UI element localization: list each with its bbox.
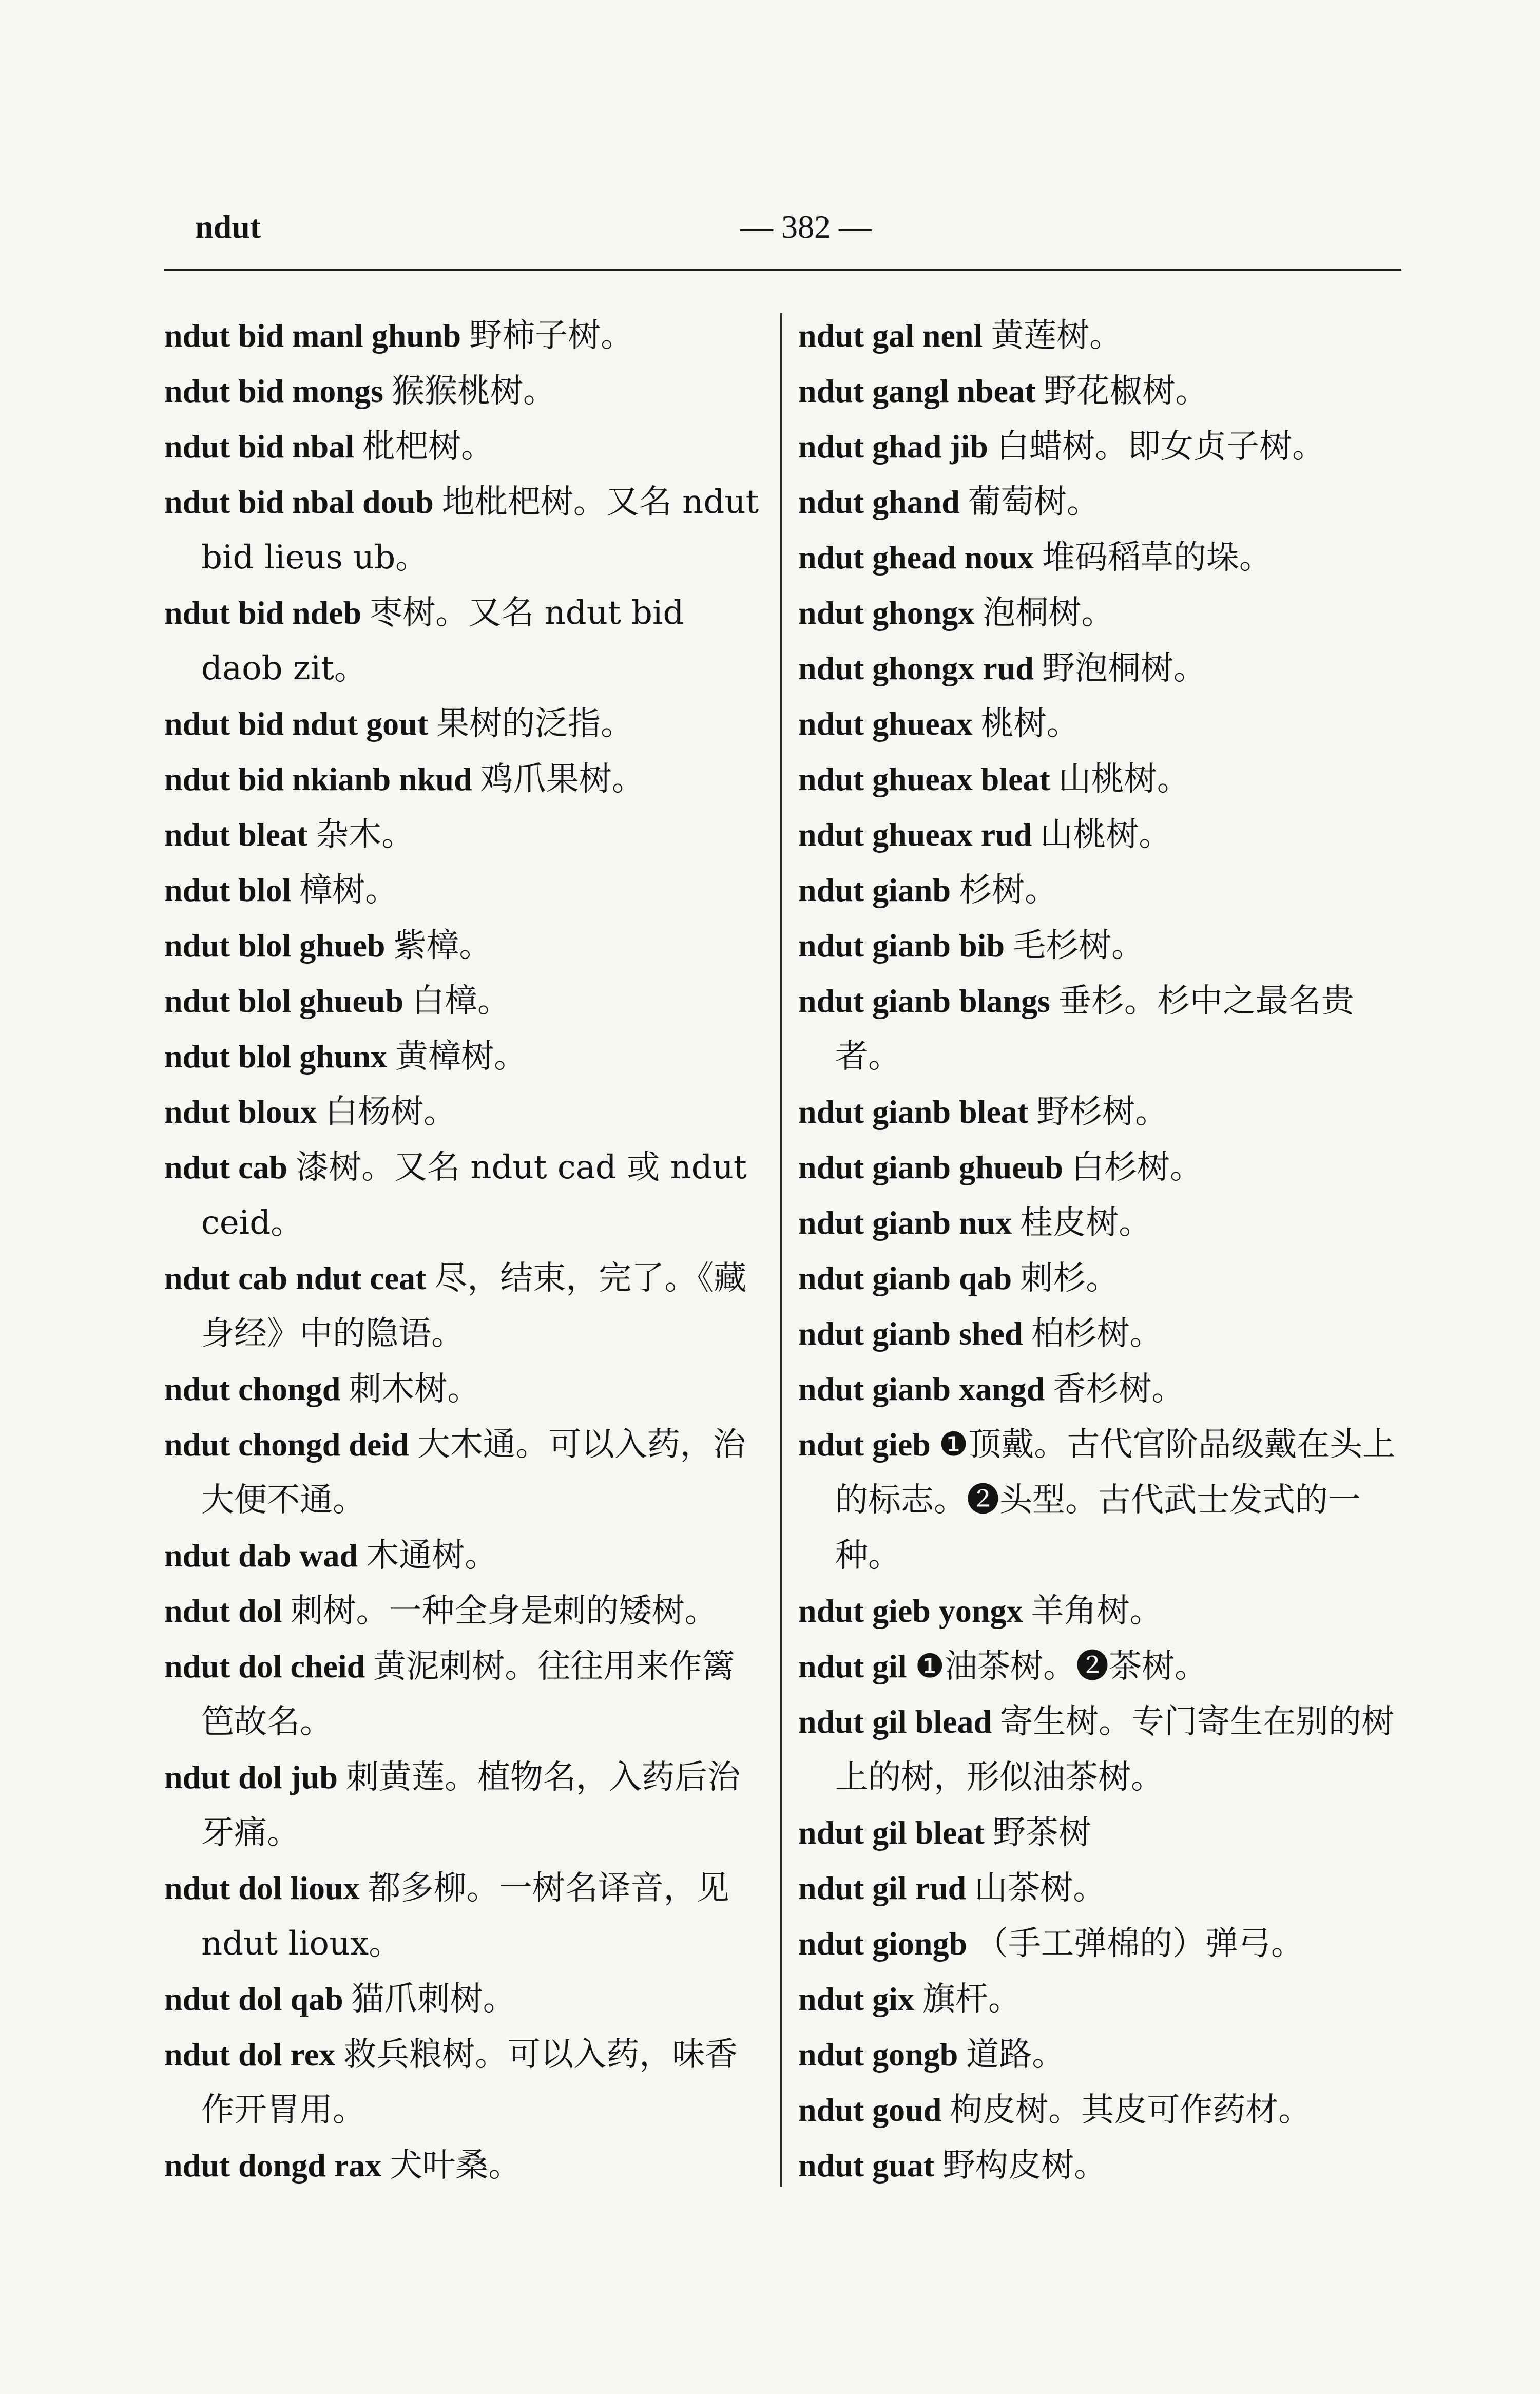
- entry-headword: ndut bloux: [164, 1094, 317, 1130]
- entry-headword: ndut dol: [164, 1593, 282, 1629]
- dictionary-entry: [164, 2027, 765, 2138]
- header-rule: [164, 269, 1401, 271]
- entry-headword: ndut ghueax rud: [798, 816, 1032, 853]
- entry-definition: 樟树。: [299, 871, 398, 909]
- entry-definition: 野茶树: [992, 1814, 1091, 1852]
- entry-definition: 柏杉树。: [1031, 1315, 1163, 1353]
- dictionary-entry: [798, 530, 1401, 585]
- entry-headword: ndut gieb yongx: [798, 1593, 1023, 1629]
- entry-headword: ndut dol rex: [164, 2036, 336, 2073]
- entry-definition: 鸡爪果树。: [480, 760, 645, 798]
- left-column: [164, 308, 765, 2193]
- page-header: [164, 208, 1401, 264]
- entry-definition: 野泡桐树。: [1042, 649, 1206, 687]
- entry-definition: 紫樟。: [393, 927, 492, 965]
- entry-headword: ndut ghueax: [798, 705, 973, 742]
- entry-headword: ndut goud: [798, 2092, 942, 2128]
- entry-headword: ndut blol ghueub: [164, 983, 404, 1019]
- dictionary-entry: [798, 2082, 1401, 2138]
- dictionary-entry: [798, 1861, 1401, 1916]
- entry-definition: 刺杉。: [1020, 1259, 1119, 1297]
- entry-definition: 枣树。又名 ndut bid daob zit。: [201, 594, 684, 687]
- dictionary-entry: [798, 1306, 1401, 1362]
- dictionary-entry: [798, 863, 1401, 918]
- dictionary-entry: [798, 2138, 1401, 2193]
- entry-definition: 杂木。: [316, 816, 415, 854]
- entry-headword: ndut guat: [798, 2147, 934, 2184]
- dictionary-entry: [798, 1694, 1401, 1805]
- entry-headword: ndut gianb bib: [798, 927, 1005, 964]
- entry-definition: 山桃树。: [1058, 760, 1190, 798]
- entry-headword: ndut ghongx: [798, 595, 975, 631]
- dictionary-entry: [164, 1639, 765, 1750]
- entry-headword: ndut bleat: [164, 816, 308, 853]
- dictionary-entry: [164, 1140, 765, 1251]
- dictionary-entry: [164, 1861, 765, 1971]
- entry-definition: 木通树。: [366, 1537, 498, 1575]
- dictionary-entry: [798, 1195, 1401, 1251]
- entry-definition: 桂皮树。: [1020, 1204, 1152, 1242]
- entry-definition: 旗杆。: [922, 1980, 1021, 2018]
- entry-definition: 杉树。: [959, 871, 1058, 909]
- dictionary-entry: [798, 308, 1401, 363]
- entry-definition: 枸皮树。其皮可作药材。: [950, 2091, 1312, 2129]
- dictionary-entry: [164, 696, 765, 752]
- entry-definition: 漆树。又名 ndut cad 或 ndut ceid。: [201, 1148, 747, 1242]
- entry-headword: ndut gianb xangd: [798, 1371, 1045, 1407]
- column-divider: [780, 313, 782, 2187]
- entry-headword: ndut dol jub: [164, 1759, 338, 1795]
- entry-headword: ndut dol qab: [164, 1981, 343, 2017]
- dictionary-entry: [798, 1140, 1401, 1195]
- entry-definition: 白蜡树。即女贞子树。: [996, 428, 1325, 466]
- entry-headword: ndut cab ndut ceat: [164, 1260, 427, 1296]
- entry-headword: ndut gianb nux: [798, 1204, 1012, 1241]
- dictionary-entry: [164, 1417, 765, 1528]
- dictionary-entry: [798, 752, 1401, 807]
- entry-definition: ❶顶戴。古代官阶品级戴在头上的标志。❷头型。古代武士发式的一种。: [835, 1426, 1396, 1575]
- dictionary-entry: [798, 1583, 1401, 1639]
- dictionary-entry: [164, 1528, 765, 1583]
- entry-headword: ndut chongd: [164, 1371, 341, 1407]
- entry-definition: 道路。: [966, 2036, 1065, 2074]
- dictionary-entry: [798, 474, 1401, 530]
- entry-headword: ndut giongb: [798, 1925, 968, 1962]
- entry-headword: ndut bid ndeb: [164, 595, 362, 631]
- entry-headword: ndut dab wad: [164, 1537, 358, 1574]
- entry-definition: 野花椒树。: [1044, 372, 1208, 410]
- entry-headword: ndut bid ndut gout: [164, 705, 429, 742]
- entry-headword: ndut bid nbal: [164, 428, 355, 465]
- dictionary-entry: [798, 585, 1401, 641]
- entry-definition: 犬叶桑。: [390, 2147, 522, 2185]
- dictionary-entry: [798, 1084, 1401, 1140]
- entry-definition: 都多柳。一树名译音，见 ndut lioux。: [201, 1869, 729, 1963]
- dictionary-entry: [164, 1251, 765, 1362]
- entry-definition: 地枇杷树。又名 ndut bid lieus ub。: [201, 483, 759, 577]
- entry-definition: 刺黄莲。植物名，入药后治牙痛。: [201, 1758, 740, 1852]
- entry-headword: ndut bid mongs: [164, 373, 383, 409]
- right-column: [798, 308, 1401, 2193]
- dictionary-entry: [164, 918, 765, 973]
- dictionary-entry: [164, 752, 765, 807]
- entry-definition: 山茶树。: [974, 1869, 1106, 1907]
- dictionary-entry: [798, 1417, 1401, 1583]
- entry-headword: ndut gongb: [798, 2036, 958, 2073]
- entry-definition: 白樟。: [412, 982, 511, 1020]
- entry-definition: 黄莲树。: [991, 317, 1123, 355]
- dictionary-entry: [798, 363, 1401, 419]
- entry-headword: ndut bid manl ghunb: [164, 317, 461, 354]
- entry-definition: 香杉树。: [1053, 1370, 1185, 1408]
- entry-headword: ndut dol cheid: [164, 1648, 365, 1684]
- dictionary-entry: [798, 1251, 1401, 1306]
- entry-definition: 刺树。一种全身是刺的矮树。: [290, 1592, 718, 1630]
- entry-definition: 野构皮树。: [942, 2147, 1107, 2185]
- entry-headword: ndut ghad jib: [798, 428, 988, 465]
- entry-headword: ndut gangl nbeat: [798, 373, 1036, 409]
- entry-headword: ndut ghueax bleat: [798, 761, 1050, 797]
- entry-headword: ndut gieb: [798, 1426, 931, 1463]
- entry-headword: ndut blol: [164, 872, 292, 908]
- dictionary-entry: [164, 363, 765, 419]
- dictionary-entry: [164, 308, 765, 363]
- entry-definition: 救兵粮树。可以入药，味香作开胃用。: [201, 2036, 738, 2129]
- entry-headword: ndut ghongx rud: [798, 650, 1034, 686]
- entry-headword: ndut gianb bleat: [798, 1094, 1029, 1130]
- entry-headword: ndut ghead noux: [798, 539, 1034, 576]
- dictionary-entry: [164, 419, 765, 474]
- entry-definition: （手工弹棉的）弹弓。: [975, 1925, 1304, 1963]
- dictionary-entry: [164, 863, 765, 918]
- entry-headword: ndut gianb: [798, 872, 951, 908]
- entry-headword: ndut blol ghunx: [164, 1038, 388, 1075]
- entry-definition: 白杉树。: [1071, 1148, 1203, 1186]
- dictionary-entry: [798, 1805, 1401, 1861]
- entry-headword: ndut gix: [798, 1981, 914, 2017]
- dictionary-entry: [798, 807, 1401, 863]
- entry-definition: 猴猴桃树。: [391, 372, 556, 410]
- entry-headword: ndut gil rud: [798, 1870, 967, 1906]
- entry-definition: 羊角树。: [1031, 1592, 1163, 1630]
- entry-definition: 猫爪刺树。: [351, 1980, 516, 2018]
- entry-headword: ndut cab: [164, 1149, 288, 1185]
- dictionary-entry: [164, 2138, 765, 2193]
- entry-headword: ndut gil: [798, 1648, 907, 1684]
- dictionary-entry: [798, 973, 1401, 1084]
- entry-definition: 刺木树。: [349, 1370, 480, 1408]
- entry-headword: ndut bid nkianb nkud: [164, 761, 472, 797]
- entry-definition: 寄生树。专门寄生在别的树上的树，形似油茶树。: [835, 1703, 1395, 1796]
- entry-headword: ndut gil blead: [798, 1703, 992, 1740]
- dictionary-entry: [164, 585, 765, 696]
- entry-definition: 枇杷树。: [362, 428, 494, 466]
- dictionary-entry: [164, 474, 765, 585]
- entry-headword: ndut gianb shed: [798, 1315, 1023, 1352]
- running-headword: ndut: [195, 208, 261, 245]
- dictionary-entry: [164, 1362, 765, 1417]
- entry-definition: 毛杉树。: [1013, 927, 1145, 965]
- entry-definition: 堆码稻草的垛。: [1042, 539, 1272, 577]
- entry-headword: ndut gianb blangs: [798, 983, 1050, 1019]
- entry-definition: 果树的泛指。: [436, 705, 634, 743]
- entry-definition: 泡桐树。: [983, 594, 1114, 632]
- entry-headword: ndut gil bleat: [798, 1814, 985, 1851]
- dictionary-entry: [798, 2027, 1401, 2082]
- dictionary-entry: [798, 918, 1401, 973]
- dictionary-entry: [798, 1971, 1401, 2027]
- dictionary-entry: [798, 641, 1401, 696]
- dictionary-entry: [164, 1750, 765, 1861]
- entry-headword: ndut blol ghueb: [164, 927, 386, 964]
- dictionary-entry: [164, 1971, 765, 2027]
- dictionary-entry: [798, 1362, 1401, 1417]
- entry-headword: ndut dongd rax: [164, 2147, 382, 2184]
- dictionary-entry: [164, 1583, 765, 1639]
- entry-definition: 黄泥刺树。往往用来作篱笆故名。: [201, 1648, 735, 1741]
- entry-definition: ❶油茶树。❷茶树。: [915, 1648, 1208, 1686]
- dictionary-entry: [798, 419, 1401, 474]
- page-number: — 382 —: [740, 208, 872, 245]
- entry-definition: 葡萄树。: [968, 483, 1100, 521]
- dictionary-entry: [798, 1639, 1401, 1694]
- dictionary-entry: [164, 807, 765, 863]
- dictionary-entry: [798, 1916, 1401, 1971]
- entry-headword: ndut gal nenl: [798, 317, 983, 354]
- dictionary-entry: [164, 973, 765, 1029]
- entry-definition: 山桃树。: [1040, 816, 1172, 854]
- entry-headword: ndut gianb ghueub: [798, 1149, 1063, 1185]
- entry-headword: ndut gianb qab: [798, 1260, 1012, 1296]
- entry-definition: 黄樟树。: [395, 1038, 527, 1076]
- entry-definition: 白杨树。: [325, 1093, 457, 1131]
- dictionary-entry: [164, 1084, 765, 1140]
- entry-definition: 桃树。: [980, 705, 1080, 743]
- entry-headword: ndut chongd deid: [164, 1426, 409, 1463]
- entry-definition: 野柿子树。: [469, 317, 634, 355]
- entry-definition: 尽，结束，完了。《藏身经》中的隐语。: [201, 1259, 747, 1353]
- entry-definition: 大木通。可以入药，治大便不通。: [201, 1426, 746, 1519]
- entry-headword: ndut dol lioux: [164, 1870, 360, 1906]
- entry-headword: ndut ghand: [798, 484, 960, 520]
- dictionary-entry: [164, 1029, 765, 1084]
- dictionary-entry: [798, 696, 1401, 752]
- entry-definition: 垂杉。杉中之最名贵者。: [835, 982, 1354, 1076]
- entry-headword: ndut bid nbal doub: [164, 484, 434, 520]
- entry-definition: 野杉树。: [1036, 1093, 1168, 1131]
